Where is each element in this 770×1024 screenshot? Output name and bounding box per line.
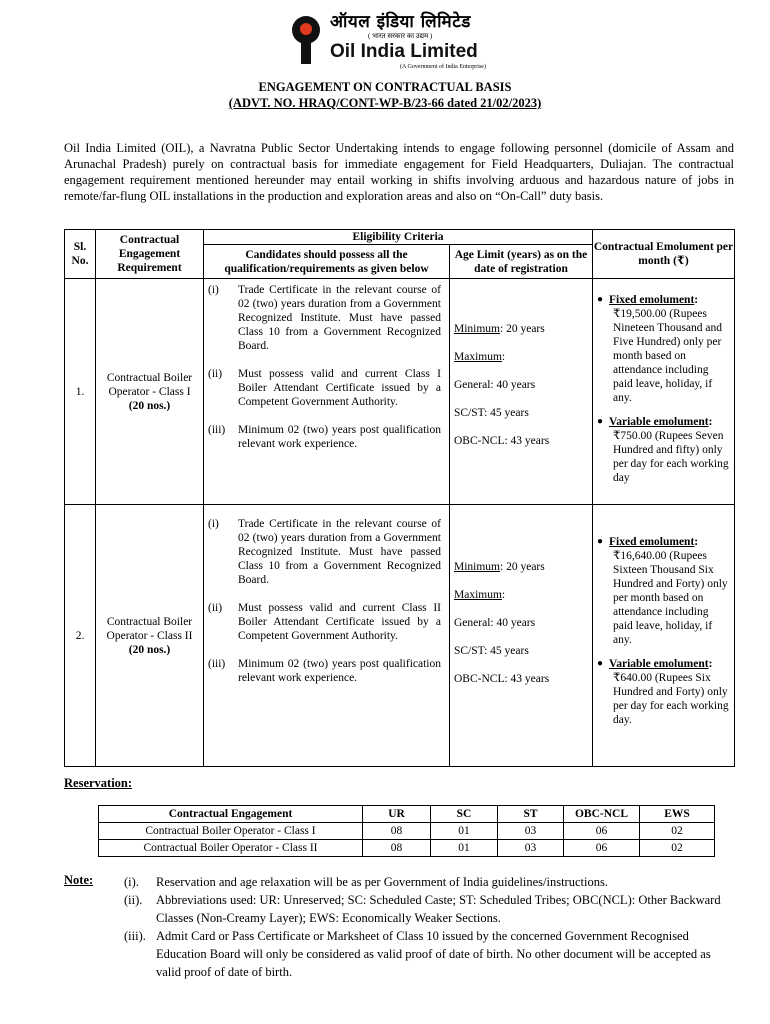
- qualification-item: (ii) Must possess valid and current Class II Boiler Attendant Certificate issued by a Competent Government Authority.: [208, 602, 441, 642]
- header-requirement: Contractual Engagement Requirement: [96, 230, 204, 279]
- row-post: [96, 505, 204, 767]
- header-sl-no: Sl. No.: [65, 230, 96, 279]
- post-vacancies: (20 nos.): [128, 399, 171, 412]
- age-min-value: : 20 years: [500, 561, 545, 573]
- notes-list: [124, 873, 734, 981]
- post-vacancies: (20 nos.): [128, 643, 171, 656]
- reservation-cell: 03: [498, 840, 564, 857]
- reservation-cell: Contractual Boiler Operator - Class II: [99, 840, 363, 857]
- age-scst: SC/ST: 45 years: [454, 645, 529, 657]
- reservation-cell: 06: [564, 823, 640, 840]
- row-qualifications: [204, 505, 450, 767]
- table-row: [65, 279, 735, 505]
- oil-india-logo: [290, 14, 322, 66]
- note-label: Note:: [64, 873, 94, 887]
- eligibility-table: [64, 229, 735, 767]
- reservation-cell: 02: [640, 840, 715, 857]
- bullet-icon: ●: [597, 416, 604, 427]
- reservation-cell: 03: [498, 823, 564, 840]
- note-item: (ii). Abbreviations used: UR: Unreserved; SC: Scheduled Caste; ST: Scheduled Tribes; OBC(NCL): Other Backward Classes (Non-Creamy Layer); EWS: Economically Weaker Sections.: [124, 893, 721, 925]
- qualification-item: (i) Trade Certificate in the relevant course of 02 (two) years duration from a Government Recognized Institute. Must have passed Class 10 from a Government Recognized Board.: [208, 284, 441, 352]
- advertisement-number: (ADVT. NO. HRAQ/CONT-WP-B/23-66 dated 21/02/2023): [228, 96, 542, 110]
- bullet-icon: ●: [597, 536, 604, 547]
- age-min-label: Minimum: [454, 561, 501, 573]
- row-age-limit: Minimum: 20 years Maximum: General: 40 years SC/ST: 45 years OBC-NCL: 43 years: [450, 505, 593, 767]
- row-emolument: [593, 279, 735, 505]
- row-sl: 2.: [65, 505, 96, 767]
- row-qualifications: [204, 279, 450, 505]
- age-max-label: Maximum: [454, 589, 502, 601]
- age-max-label: Maximum: [454, 351, 502, 363]
- reservation-cell: Contractual Boiler Operator - Class I: [99, 823, 363, 840]
- reservation-header: SC: [431, 806, 498, 823]
- age-obc: OBC-NCL: 43 years: [454, 435, 550, 447]
- reservation-cell: 08: [363, 823, 431, 840]
- page-title: ENGAGEMENT ON CONTRACTUAL BASIS: [258, 80, 512, 94]
- reservation-cell: 01: [431, 823, 498, 840]
- age-scst: SC/ST: 45 years: [454, 407, 529, 419]
- row-age-limit: Minimum: 20 years Maximum: General: 40 years SC/ST: 45 years OBC-NCL: 43 years: [450, 279, 593, 505]
- reservation-label: Reservation:: [64, 776, 133, 790]
- age-obc: OBC-NCL: 43 years: [454, 673, 550, 685]
- header-age-limit: Age Limit (years) as on the date of registration: [450, 245, 593, 279]
- reservation-cell: 06: [564, 840, 640, 857]
- qualification-item: (iii) Minimum 02 (two) years post qualification relevant work experience.: [208, 424, 441, 450]
- age-general: General: 40 years: [454, 617, 536, 629]
- qualification-item: (iii) Minimum 02 (two) years post qualification relevant work experience.: [208, 658, 441, 684]
- age-min-label: Minimum: [454, 323, 501, 335]
- row-emolument: [593, 505, 735, 767]
- reservation-table: [98, 805, 715, 857]
- header-candidates: Candidates should possess all the qualification/requirements as given below: [204, 245, 450, 279]
- qualification-item: (ii) Must possess valid and current Class I Boiler Attendant Certificate issued by a Competent Government Authority.: [208, 368, 441, 408]
- reservation-cell: 01: [431, 840, 498, 857]
- note-item: (i). Reservation and age relaxation will be as per Government of India guidelines/instructions.: [124, 875, 608, 889]
- table-row: [99, 840, 715, 857]
- english-tagline: (A Government of India Enterprise): [400, 64, 486, 70]
- reservation-cell: 08: [363, 840, 431, 857]
- variable-emolument: ● Variable emolument: ₹750.00 (Rupees Seven Hundred and fifty) only per day for each working day: [597, 416, 729, 484]
- fixed-emolument: ● Fixed emolument: ₹19,500.00 (Rupees Nineteen Thousand and Five Hundred) only per month based on attendance including paid leave, holiday, if any.: [597, 294, 723, 404]
- reservation-header: UR: [363, 806, 431, 823]
- english-company-name: Oil India Limited: [330, 41, 478, 62]
- row-post: [96, 279, 204, 505]
- header-emolument: Contractual Emolument per month (₹): [593, 230, 735, 279]
- variable-emolument: ● Variable emolument: ₹640.00 (Rupees Six Hundred and Forty) only per day for each working day.: [597, 658, 729, 726]
- table-row: [99, 823, 715, 840]
- table-row: [65, 505, 735, 767]
- fixed-emolument: ● Fixed emolument: ₹16,640.00 (Rupees Sixteen Thousand Six Hundred and Forty) only per month based on attendance including paid leave, holiday, if any.: [597, 536, 728, 646]
- hindi-tagline: ( भारत सरकार का उद्यम ): [368, 32, 433, 40]
- qualification-item: (i) Trade Certificate in the relevant course of 02 (two) years duration from a Government Recognized Institute. Must have passed Class 10 from a Government Recognized Board.: [208, 518, 441, 586]
- header-eligibility: Eligibility Criteria: [204, 230, 593, 245]
- reservation-header: OBC-NCL: [564, 806, 640, 823]
- hindi-company-name: ऑयल इंडिया लिमिटेड: [330, 12, 471, 32]
- intro-paragraph: Oil India Limited (OIL), a Navratna Public Sector Undertaking intends to engage following personnel (domicile of Assam and Arunachal Pradesh) purely on contractual basis for immediate engagement for Field Headquarters, Duliajan. The contractual engagement requirement mentioned hereunder may entail working in shifts involving arduous and hazardous nature of jobs in remote/far-flung OIL installations in the production and exploration areas and also on “On-Call” duty basis.: [64, 141, 734, 203]
- reservation-cell: 02: [640, 823, 715, 840]
- bullet-icon: ●: [597, 294, 604, 305]
- row-sl: 1.: [65, 279, 96, 505]
- reservation-header: EWS: [640, 806, 715, 823]
- post-name: Contractual Boiler Operator - Class II: [106, 615, 193, 642]
- reservation-header: ST: [498, 806, 564, 823]
- note-item: (iii). Admit Card or Pass Certificate or Marksheet of Class 10 issued by the concerned Government Recognised Education Board will only be considered as valid proof of date of birth. No other document will be accepted as valid proof of date of birth.: [124, 929, 711, 979]
- bullet-icon: ●: [597, 658, 604, 669]
- post-name: Contractual Boiler Operator - Class I: [106, 371, 193, 398]
- brand-block: [330, 12, 530, 71]
- age-min-value: : 20 years: [500, 323, 545, 335]
- age-general: General: 40 years: [454, 379, 536, 391]
- reservation-header: Contractual Engagement: [99, 806, 363, 823]
